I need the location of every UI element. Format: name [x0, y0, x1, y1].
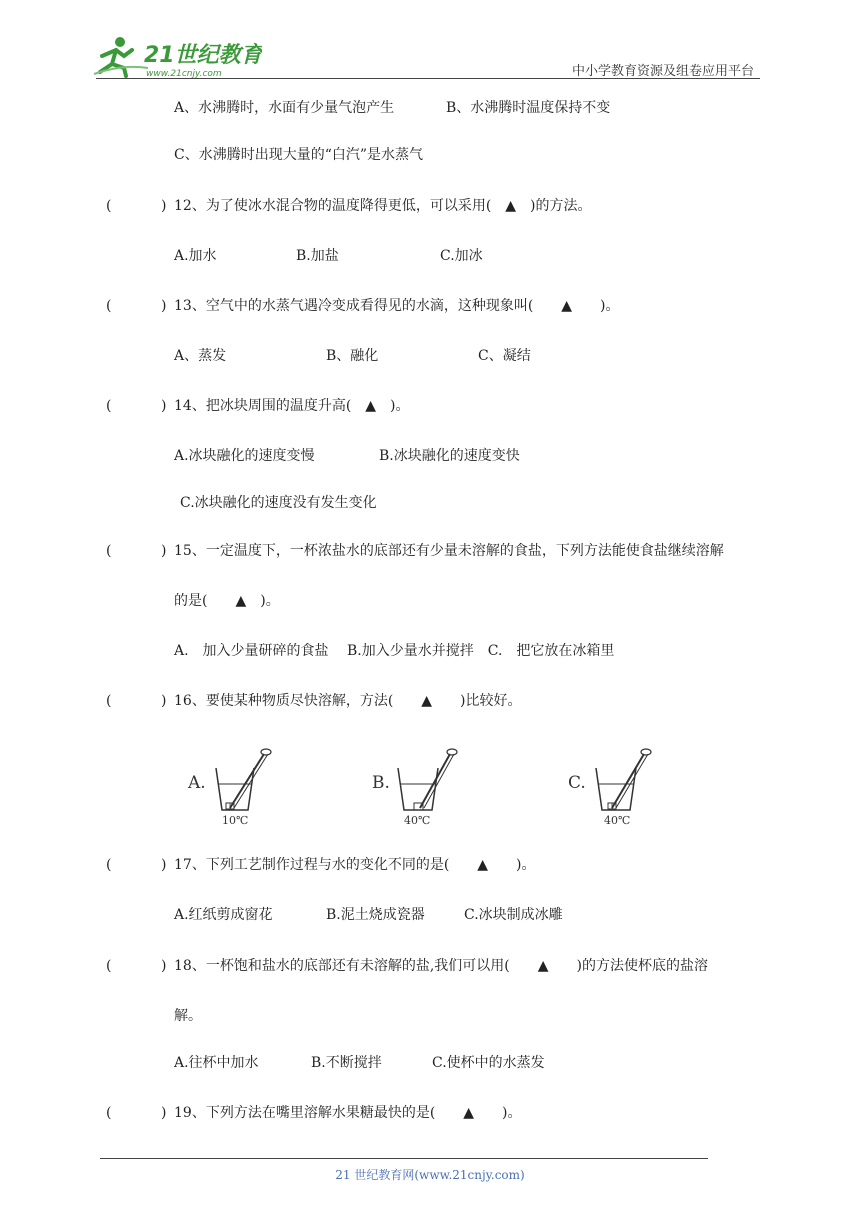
svg-text:www.21cnjy.com: www.21cnjy.com: [146, 69, 222, 79]
q13-answer-paren-right: ): [161, 298, 167, 314]
beaker-b-temp: 40℃: [404, 814, 431, 827]
runner-logo-icon: [92, 34, 262, 80]
q11-option-c: C、水沸腾时出现大量的“白汽”是水蒸气: [174, 147, 424, 163]
q13-option-a: A、蒸发: [174, 348, 227, 364]
q12-text: 12、为了使冰水混合物的温度降得更低，可以采用( ▲ )的方法。: [174, 198, 592, 214]
q19-answer-paren-right: ): [161, 1105, 167, 1121]
q14-option-c: C.冰块融化的速度没有发生变化: [180, 495, 377, 511]
q18-answer-blank[interactable]: [120, 957, 158, 975]
q18-text: 18、一杯饱和盐水的底部还有未溶解的盐,我们可以用( ▲ )的方法使杯底的盐溶: [174, 958, 708, 974]
header-divider: [96, 78, 760, 79]
q11-option-b: B、水沸腾时温度保持不变: [446, 100, 611, 116]
q14-answer-paren-right: ): [161, 398, 167, 414]
q17-text: 17、下列工艺制作过程与水的变化不同的是( ▲ )。: [174, 857, 536, 873]
q18-option-c: C.使杯中的水蒸发: [432, 1055, 545, 1071]
beaker-c-temp: 40℃: [604, 814, 631, 827]
q18-text-continued: 解。: [174, 1008, 202, 1024]
footer-divider: [100, 1158, 708, 1159]
q13-option-c: C、凝结: [478, 348, 531, 364]
q16-answer-paren-right: ): [161, 693, 167, 709]
q14-answer-blank[interactable]: [120, 397, 158, 415]
svg-text:21世纪教育: 21世纪教育: [144, 43, 262, 68]
q18-answer-paren-right: ): [161, 958, 167, 974]
q12-option-c: C.加冰: [440, 248, 483, 264]
beaker-c-label: C.: [568, 773, 586, 793]
q14-answer-paren-left: (: [106, 398, 112, 414]
beaker-b-figure: [370, 746, 470, 830]
q19-text: 19、下列方法在嘴里溶解水果糖最快的是( ▲ )。: [174, 1105, 522, 1121]
q15-answer-blank[interactable]: [120, 542, 158, 560]
beaker-a-label: A.: [188, 773, 206, 793]
q16-answer-paren-left: (: [106, 693, 112, 709]
q18-answer-paren-left: (: [106, 958, 112, 974]
platform-name: 中小学教育资源及组卷应用平台: [571, 64, 754, 79]
q12-option-b: B.加盐: [296, 248, 339, 264]
beaker-b-label: B.: [372, 773, 390, 793]
q14-text: 14、把冰块周围的温度升高( ▲ )。: [174, 398, 410, 414]
q17-option-b: B.泥土烧成瓷器: [326, 907, 425, 923]
q12-answer-blank[interactable]: [120, 197, 158, 215]
q15-options: A. 加入少量研碎的食盐 B.加入少量水并搅拌 C. 把它放在冰箱里: [174, 643, 615, 659]
q17-option-a: A.红纸剪成窗花: [174, 907, 273, 923]
q17-answer-blank[interactable]: [120, 856, 158, 874]
q13-text: 13、空气中的水蒸气遇冷变成看得见的水滴，这种现象叫( ▲ )。: [174, 298, 620, 314]
q13-option-b: B、融化: [326, 348, 379, 364]
q18-option-b: B.不断搅拌: [311, 1055, 382, 1071]
q15-answer-paren-left: (: [106, 543, 112, 559]
q16-text: 16、要使某种物质尽快溶解，方法( ▲ )比较好。: [174, 693, 522, 709]
beaker-a-temp: 10℃: [222, 814, 249, 827]
q15-answer-paren-right: ): [161, 543, 167, 559]
q18-option-a: A.往杯中加水: [174, 1055, 259, 1071]
q19-answer-blank[interactable]: [120, 1104, 158, 1122]
site-logo: [92, 34, 262, 80]
beaker-c-figure: [566, 746, 666, 830]
q13-answer-paren-left: (: [106, 298, 112, 314]
q19-answer-paren-left: (: [106, 1105, 112, 1121]
q17-answer-paren-right: ): [161, 857, 167, 873]
q15-text-continued: 的是( ▲ )。: [174, 593, 280, 609]
q17-answer-paren-left: (: [106, 857, 112, 873]
beaker-a-figure: [186, 746, 286, 830]
q12-option-a: A.加水: [174, 248, 217, 264]
q13-answer-blank[interactable]: [120, 297, 158, 315]
q12-answer-paren-right: ): [161, 198, 167, 214]
q14-option-a: A.冰块融化的速度变慢: [174, 448, 315, 464]
q15-text: 15、一定温度下，一杯浓盐水的底部还有少量未溶解的食盐，下列方法能使食盐继续溶解: [174, 543, 724, 559]
q14-option-b: B.冰块融化的速度变快: [379, 448, 520, 464]
q12-answer-paren-left: (: [106, 198, 112, 214]
q17-option-c: C.冰块制成冰雕: [464, 907, 563, 923]
footer-link[interactable]: 21 世纪教育网(www.21cnjy.com): [335, 1168, 525, 1182]
q11-option-a: A、水沸腾时，水面有少量气泡产生: [174, 100, 395, 116]
q16-answer-blank[interactable]: [120, 692, 158, 710]
